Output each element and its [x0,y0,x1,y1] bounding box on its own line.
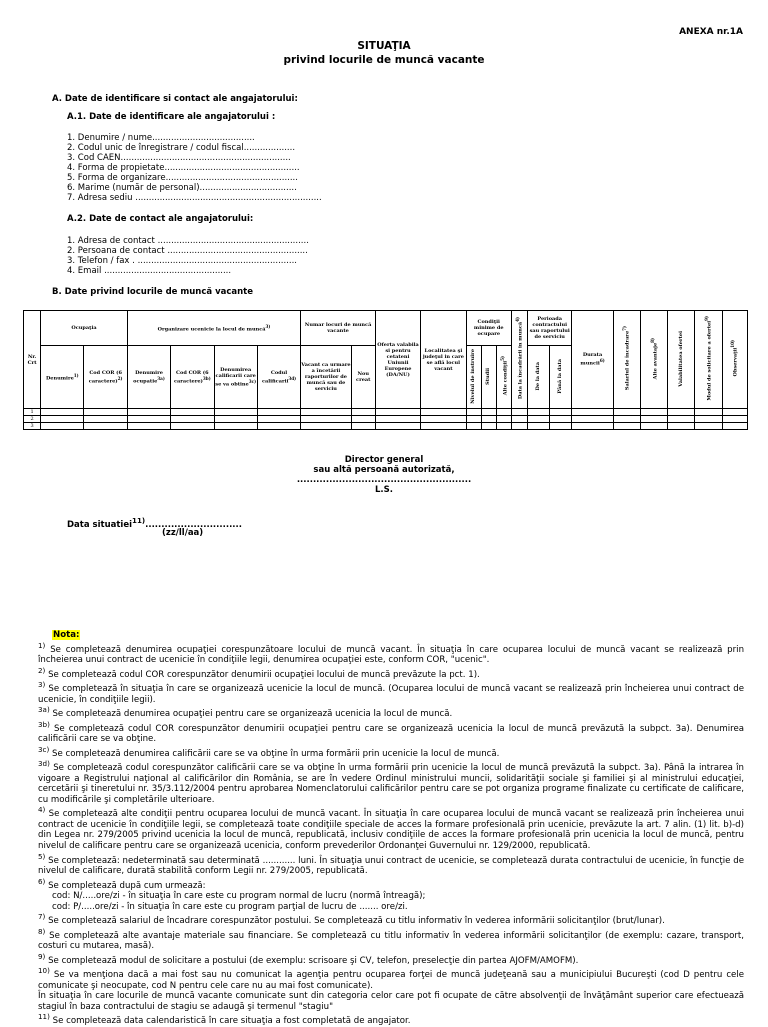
header-cod-cor-ucenicie: Cod COR (6 caractere)$^{3b)}$ [171,346,214,409]
vacancies-table [23,310,748,430]
section-a2-title: A.2. Date de contact ale angajatorului: [67,214,254,224]
signature-subtitle: sau altă persoană autorizată, [313,465,455,475]
header-ocupatia: Ocupaţia [41,311,128,346]
list-item: 3. Cod CAEN............................................................... [67,153,291,163]
date-field: Data situatiei$^{11)}$.............................. [67,516,242,530]
note-8: $^{8)}$ Se completează alte avantaje materiale sau financiare. Se completează cu titlu informativ în vederea informării solicitanţilor (de exemplu: cazare, transport, costuri cu mutarea, masă). [38,926,744,952]
employer-identification-list [67,133,322,203]
note-1: $^{1)}$ Se completează denumirea ocupaţiei corespunzătoare locului de muncă vacant. În situaţia în care ocuparea locului de muncă vacant se realizează prin încheierea unui contract de ucenicie în condiţiile legii, denumirea ocupaţiei este, conform COR, "ucenic". [38,640,745,666]
note-2: $^{2)}$ Se completează codul COR corespunzător denumirii ocupaţiei locului de muncă prevăzute la pct. 1). [38,665,480,680]
note-10: $^{10)}$ Se va menţiona dacă a mai fost sau nu comunicat la agenţia pentru ocuparea forţei de muncă judeţeană sau a municipiului Bucureşti (cod D pentru cele comunicate şi neocupate, cod N pentru cele care nu au mai fost comunicate). [38,966,745,991]
note-10-stagiu: În situaţia în care locurile de muncă vacante comunicate sunt din categoria celor care pot fi ocupate de către absolvenţii de învăţământ superior care efectuează stagiul în baza contractului de stagiu se adaugă şi termenul "stagiu" [38,991,744,1012]
note-3a: $^{3a)}$ Se completează denumirea ocupaţiei pentru care se organizează ucenicia la locul de muncă. [38,705,453,719]
note-4: $^{4)}$ Se completează alte condiţii pentru ocuparea locului de muncă vacant. În situaţia în care ocuparea locului de muncă vacant se realizează prin încheierea unui contract de ucenicie în condiţiile legii, se completează toate condiţiile speciale de acces la formare profesională prin ucenicie, prevăzute la art. 7 alin. (1) lit. b)-d) din Legea nr. 279/2005 privind ucenicia la locul de muncă, republicată, inclusiv condiţiile de acces la formare profesională prin ucenicia la locul de muncă, pentru nivelul de calificare pentru care se organizează ucenicia, conform prevederilor Ordonanţei Guvernului nr. 129/2000, republicată. [38,805,744,851]
list-item: 2. Persoana de contact .................................................... [67,246,308,256]
header-studii: Studii [481,346,496,409]
list-item: 4. Email ............................................... [67,266,232,276]
annex-number: ANEXA nr.1A [679,27,743,37]
list-item: 2. Codul unic de înregistrare / codul fiscal................... [67,143,296,153]
section-a1-title: A.1. Date de identificare ale angajatorului : [67,112,276,122]
note-6: $^{6)}$ Se completează după cum urmează: [38,876,206,891]
note-6-code-n: cod: N/.....ore/zi - în situaţia în care este cu program normal de lucru (normă întreagă); [52,891,426,902]
header-durata-muncii: Durata muncii$^{6)}$ [572,311,613,409]
signature-block [0,455,768,495]
header-nr-crt: Nr. Crt [24,311,41,409]
note-11: $^{11)}$ Se completează data calendaristică în care situaţia a fost completată de angajator. [38,1012,411,1027]
header-salariul: Salariul de încadrare$^{7)}$ [613,311,640,409]
date-label: Data situatiei [67,519,133,530]
date-format: (zz/ll/aa) [162,528,204,538]
notes-label: Nota: [53,630,80,640]
header-valabilitate: Valabilitatea ofertei [668,311,695,409]
list-item: 5. Forma de organizare................................................. [67,173,298,183]
title-line-1: SITUAŢIA [357,40,411,52]
section-b-title: B. Date privind locurile de muncă vacante [52,287,254,297]
note-6-code-p: cod: P/.....ore/zi - în situaţia în care este cu program parţial de lucru de ....... ore/zi. [52,901,408,912]
header-numar-locuri: Numar locuri de muncă vacante [301,311,376,346]
note-3c: $^{3c)}$ Se completează denumirea calificării care se va obţine în urma formării prin ucenicie la locul de muncă. [38,744,500,759]
note-7: $^{7)}$ Se completează salariul de încadrare corespunzător postului. Se completează cu titlu informativ în vederea informării solicitanţilor (brut/lunar). [38,912,665,927]
header-data-incadrare: Data la încadrării in muncă$^{4)}$ [511,311,527,409]
header-organizare-ucenicie: Organizare ucenicie la locul de muncă$^{3)}$ [127,311,300,346]
header-de-la-data: De la data [528,346,550,409]
list-item: 7. Adresa sediu ..................................................................... [67,193,322,203]
header-denumire: Denumire$^{1)}$ [41,346,84,409]
header-localitatea: Localitatea şi judeţul in care se află locul vacant [421,311,466,409]
header-denumire-ocupatie: Denumire ocupatie$^{3a)}$ [127,346,170,409]
list-item: 1. Adresa de contact ........................................................ [67,236,309,246]
header-vacant: Vacant ca urmare a încetării raporturilor de muncă sau de serviciu [301,346,351,409]
header-conditii-minime: Condiţii minime de ocupare [466,311,511,346]
note-5: $^{5)}$ Se completează: nedeterminată sau determinată ............ luni. În situaţia unui contract de ucenicie, se completează durata contractului de ucenicie, în funcţie de nivelul de calificare, durată stabilită conform Legii nr. 279/2005, republicată. [38,851,745,877]
table-row [24,409,748,416]
header-perioada-contract: Perioada contractului sau raportului de serviciu [528,311,572,346]
note-3d: $^{3d)}$ Se completează codul corespunzător calificării care se va obţine în urma formării prin ucenicie la locul de muncă prevăzută la subpct. 3a). Până la intrarea în vigoare a Registrului naţional al calificărilor din România, se are în vedere Ordinul ministrului muncii, solidarităţii sociale şi familiei şi al ministrului educaţiei, cercetării şi tineretului nr. 35/3.112/2004 pentru aprobarea Nomenclatorului calificărilor pentru care se pot organiza programe finalizate cu certificate de calificare, cu modificările şi completările ulterioare. [38,759,744,805]
note-3: $^{3)}$ Se completează în situaţia în care se organizează ucenicie la locul de muncă. (Ocuparea locului de muncă vacant se realizează prin încheierea unui contract de ucenicie, în condiţiile legii). [38,680,744,705]
header-codul-calificarii: Codul calificarii$^{3d)}$ [257,346,300,409]
header-alte-conditii: Alte condiţii$^{5)}$ [496,346,511,409]
list-item: 3. Telefon / fax . ........................................................... [67,256,297,266]
note-3b: $^{3b)}$ Se completează codul COR corespunzător denumirii ocupaţiei pentru care se organizează ucenicia la locul de muncă prevăzută la subpct. 3a). Denumirea calificării care se va obţine. [38,719,745,745]
header-denumirea-calificarii: Denumirea calificarii care se va obtine$^{3c)}$ [214,346,257,409]
section-a-title: A. Date de identificare si contact ale angajatorului: [52,94,298,104]
list-item: 6. Marime (număr de personal).................................... [67,183,297,193]
list-item: 1. Denumire / nume...................................... [67,133,255,143]
signature-title: Director general [344,455,424,465]
table-row [24,423,748,430]
header-nivelul-instruire: Nivelul de instruire [466,346,481,409]
employer-contact-list [67,236,309,276]
document-title [0,39,768,67]
row-number: 1 [24,409,41,416]
header-cod-cor: Cod COR (6 caractere)$^{2)}$ [84,346,127,409]
row-number: 3 [24,423,41,430]
date-dots: .............................. [145,519,242,530]
row-number: 2 [24,416,41,423]
header-observatii: Observaţii$^{10)}$ [722,311,747,409]
title-line-2: privind locurile de muncă vacante [283,54,485,66]
header-modul-solicitare: Modul de solicitare a ofertei$^{9)}$ [695,311,722,409]
header-nou-creat: Nou creat [351,346,375,409]
list-item: 4. Forma de propietate.................................................. [67,163,300,173]
table-row [24,416,748,423]
header-oferta-ue: Oferta valabila si pentru cetateni Uniunii Europene (DA/NU) [375,311,420,409]
header-alte-avantaje: Alte avantaje$^{8)}$ [640,311,667,409]
signature-line: ...................................................... [296,475,472,485]
stamp-label: L.S. [375,485,393,495]
notes-section [38,630,744,1027]
header-pana-la-data: Până la data [550,346,572,409]
note-9: $^{9)}$ Se completează modul de solicitare a postului (de exemplu: scrisoare şi CV, telefon, preselecţie din partea AJOFM/AMOFM). [38,951,579,966]
